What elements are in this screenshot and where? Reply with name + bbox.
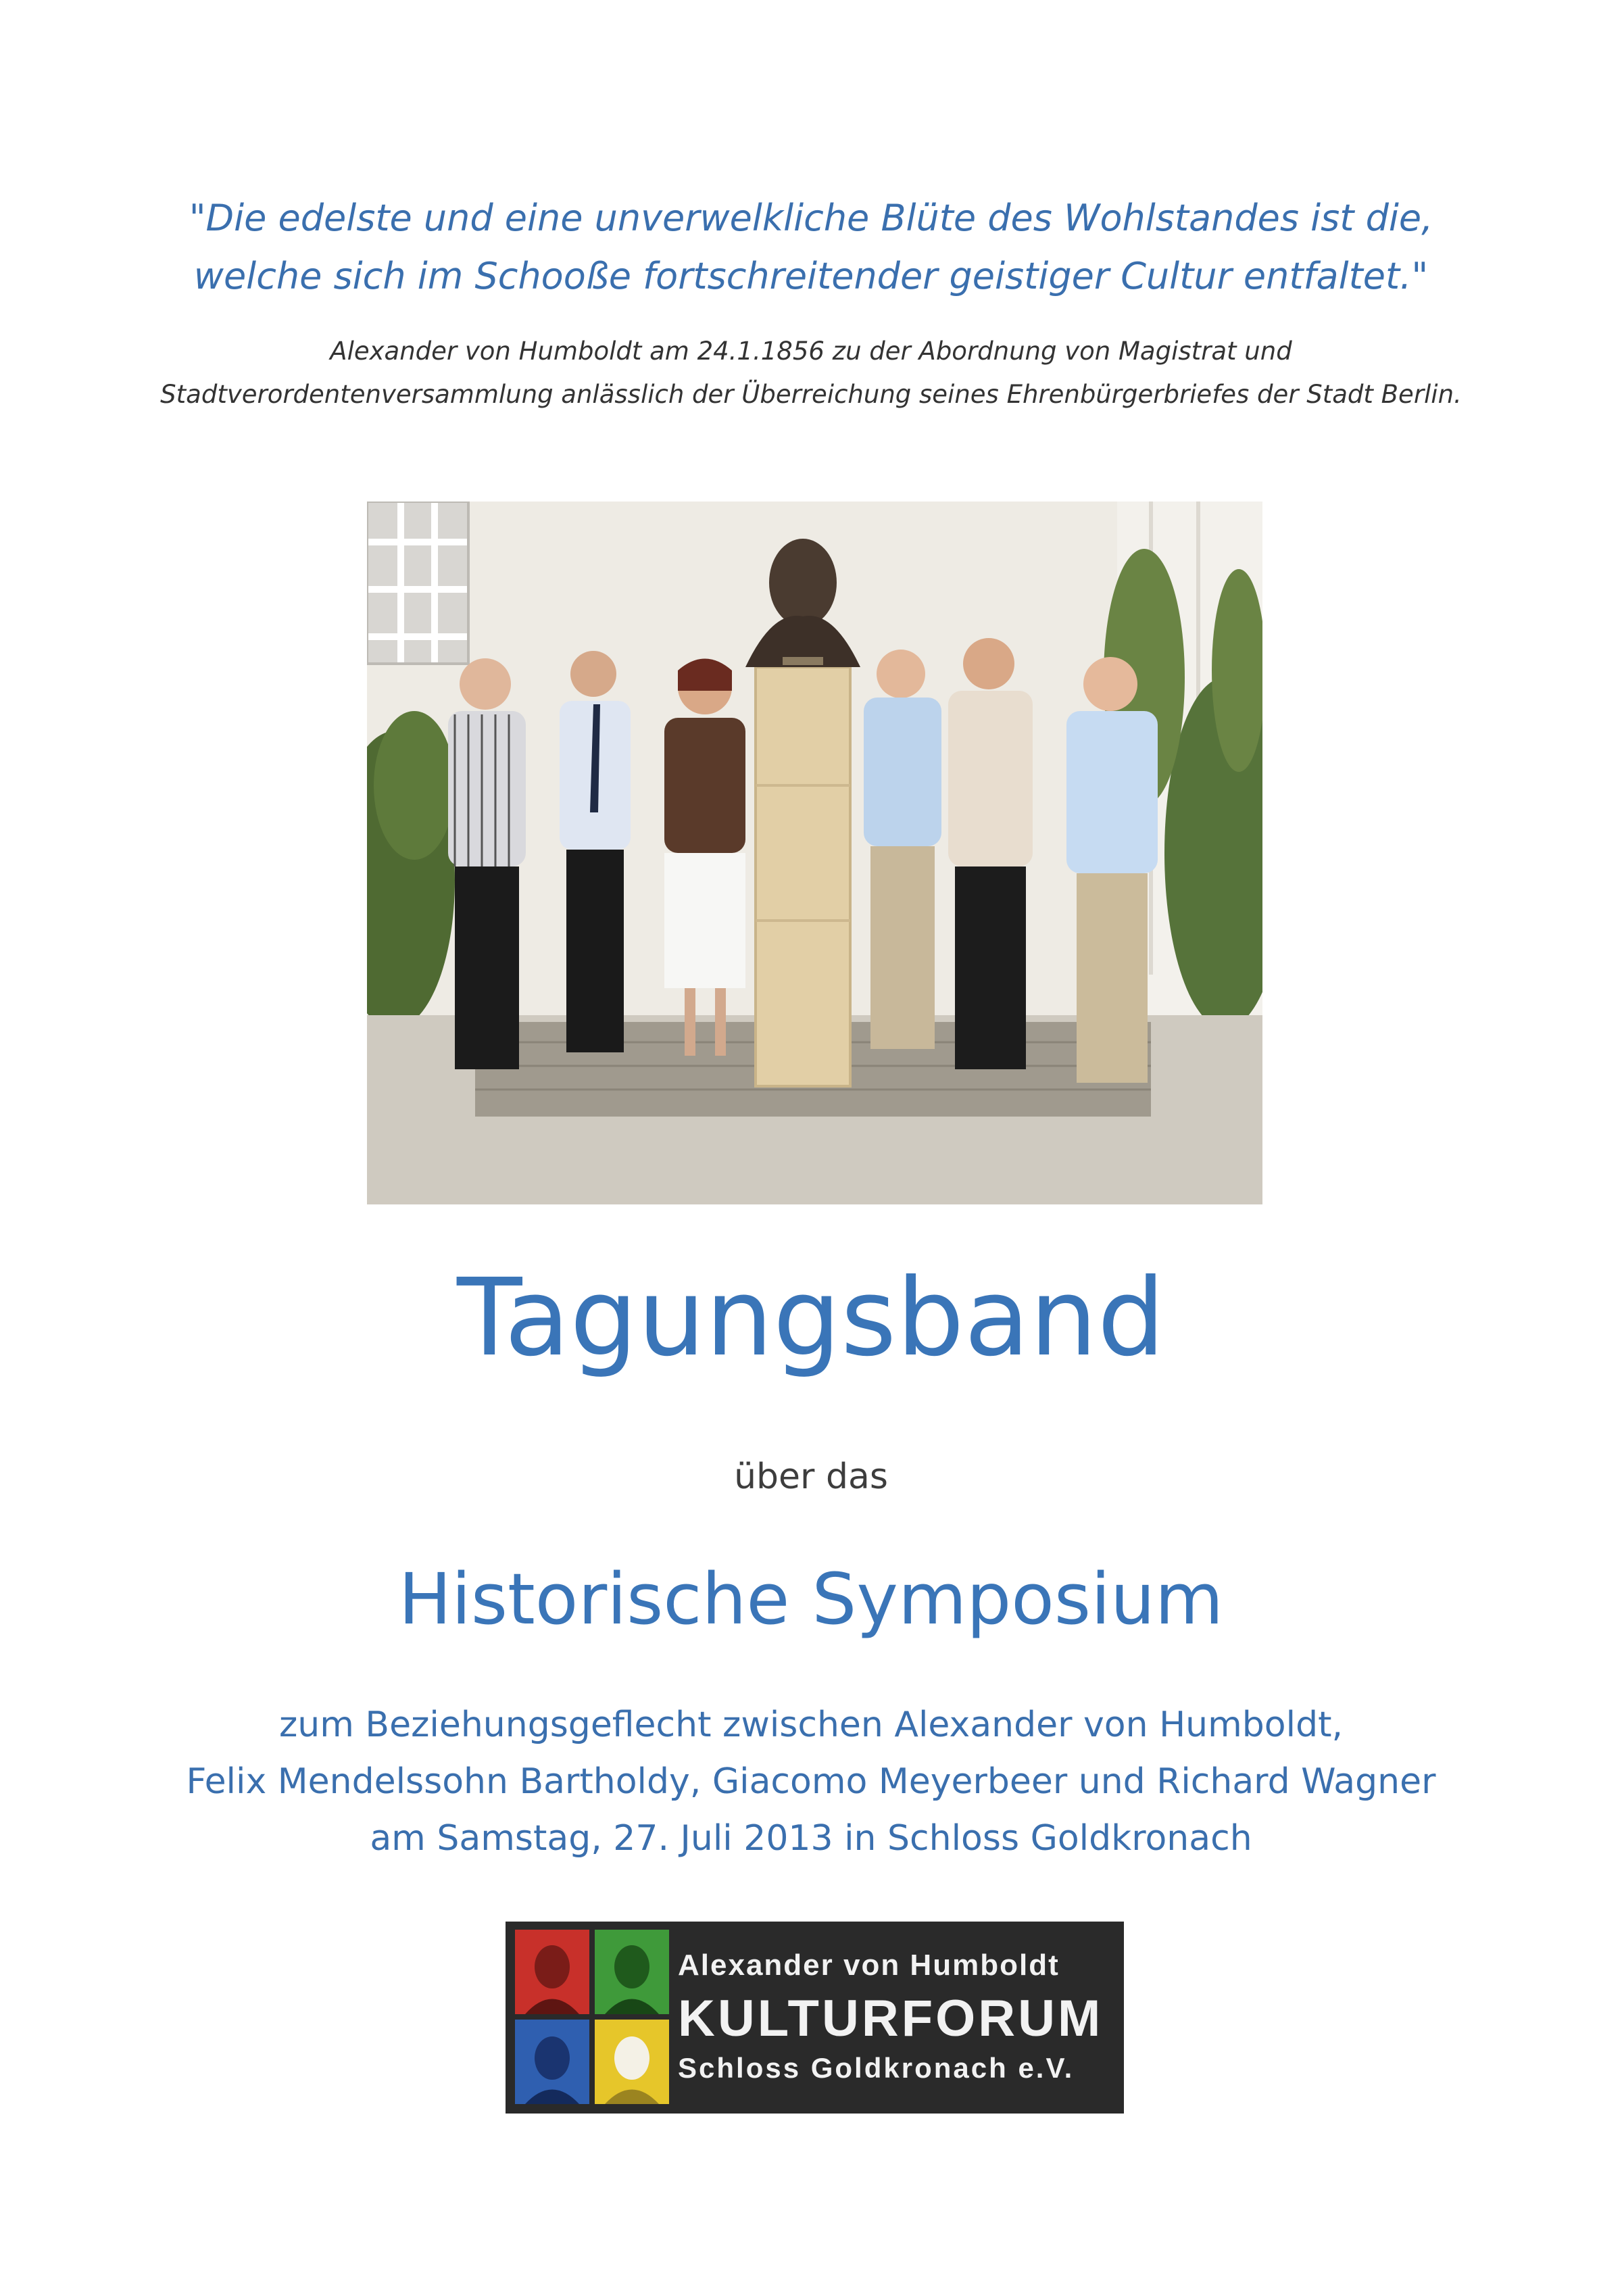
quote-line-2: welche sich im Schooße fortschreitender geistiger Cultur entfaltet.": [193, 255, 1429, 297]
event-title: Historische Symposium: [398, 1558, 1224, 1640]
description-line-3: am Samstag, 27. Juli 2013 in Schloss Goldkronach: [370, 1818, 1252, 1859]
humboldt-quote: [0, 189, 1622, 306]
quote-line-1: "Die edelste und eine unverwelkliche Blüte des Wohlstandes ist die,: [189, 197, 1433, 239]
quote-attribution: [0, 330, 1622, 416]
group-photo: [367, 502, 1262, 1204]
event-description: [0, 1696, 1622, 1867]
attribution-line-2: Stadtverordentenversammlung anlässlich der Überreichung seines Ehrenbürgerbriefes der Stadt Berlin.: [160, 380, 1462, 409]
document-title: Tagungsband: [457, 1256, 1165, 1380]
logo-line-1: Alexander von Humboldt: [678, 1949, 1060, 1982]
subtitle-uber-das: über das: [734, 1457, 888, 1497]
kulturforum-logo: [506, 1922, 1124, 2114]
attribution-line-1: Alexander von Humboldt am 24.1.1856 zu der Abordnung von Magistrat und: [330, 337, 1292, 366]
logo-line-3: Schloss Goldkronach e.V.: [678, 2052, 1075, 2084]
description-line-1: zum Beziehungsgeflecht zwischen Alexander von Humboldt,: [279, 1705, 1343, 1745]
logo-line-2: KULTURFORUM: [678, 1990, 1104, 2047]
description-line-2: Felix Mendelssohn Bartholdy, Giacomo Meyerbeer und Richard Wagner: [186, 1761, 1436, 1802]
portrait-grid-icon: [515, 1930, 670, 2105]
